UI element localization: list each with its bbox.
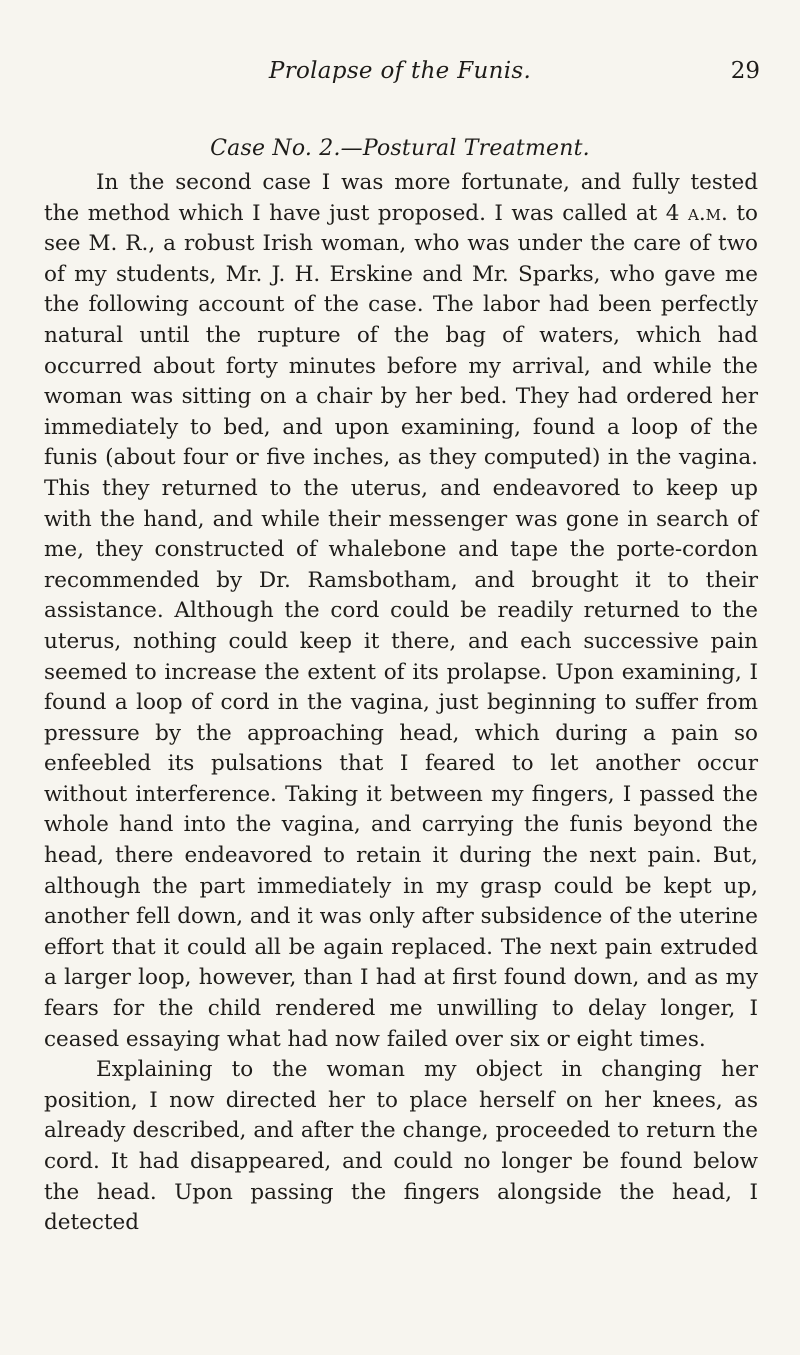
case-heading: Case No. 2.—Postural Treatment. bbox=[210, 136, 590, 161]
time-abbreviation: a.m. bbox=[688, 200, 728, 226]
paragraph-1-part-b: to see M. R., a robust Irish woman, who was under the care of two of my students, Mr. J. H. Erskine and Mr. Sparks, who gave me the following account of the case. The labor had been perfectly natural until the rupture of the bag of waters, which had occurred about forty minutes before my arrival, and while the woman was sitting on a chair by her bed. They had ordered her immediately to bed, and upon examining, found a loop of the funis (about four or five inches, as they computed) in the vagina. This they returned to the uterus, and endeavored to keep up with the hand, and while their messenger was gone in search of me, they constructed of whalebone and tape the porte-cordon recommended by Dr. Ramsbotham, and brought it to their assistance. Although the cord could be readily returned to the uterus, nothing could keep it there, and each successive pain seemed to increase the extent of its prolapse. Upon examining, I found a loop of cord in the vagina, just beginning to suffer from pressure by the approaching head, which during a pain so enfeebled its pulsations that I feared to let another occur without interference. Taking it between my fingers, I passed the whole hand into the vagina, and carrying the funis beyond the head, there endeavored to retain it during the next pain. But, although the part immediately in my grasp could be kept up, another fell down, and it was only after subsidence of the uterine effort that it could all be again replaced. The next pain extruded a larger loop, however, than I had at first found down, and as my fears for the child rendered me unwilling to delay longer, I ceased essaying what had now failed over six or eight times. bbox=[44, 200, 758, 1052]
running-head bbox=[0, 58, 800, 98]
paragraph-1 bbox=[44, 168, 758, 1055]
page-number: 29 bbox=[730, 58, 760, 84]
body-text bbox=[44, 168, 758, 1239]
paragraph-2: Explaining to the woman my object in changing her position, I now directed her to place herself on her knees, as already described, and after the change, proceeded to return the cord. It had disappeared, and could no longer be found below the head. Upon passing the fingers alongside the head, I detected bbox=[44, 1057, 758, 1236]
running-title: Prolapse of the Funis. bbox=[268, 58, 532, 84]
paragraph-1-part-a: In the second case I was more fortunate, and fully tested the method which I have just proposed. I was called at 4 bbox=[44, 170, 758, 226]
